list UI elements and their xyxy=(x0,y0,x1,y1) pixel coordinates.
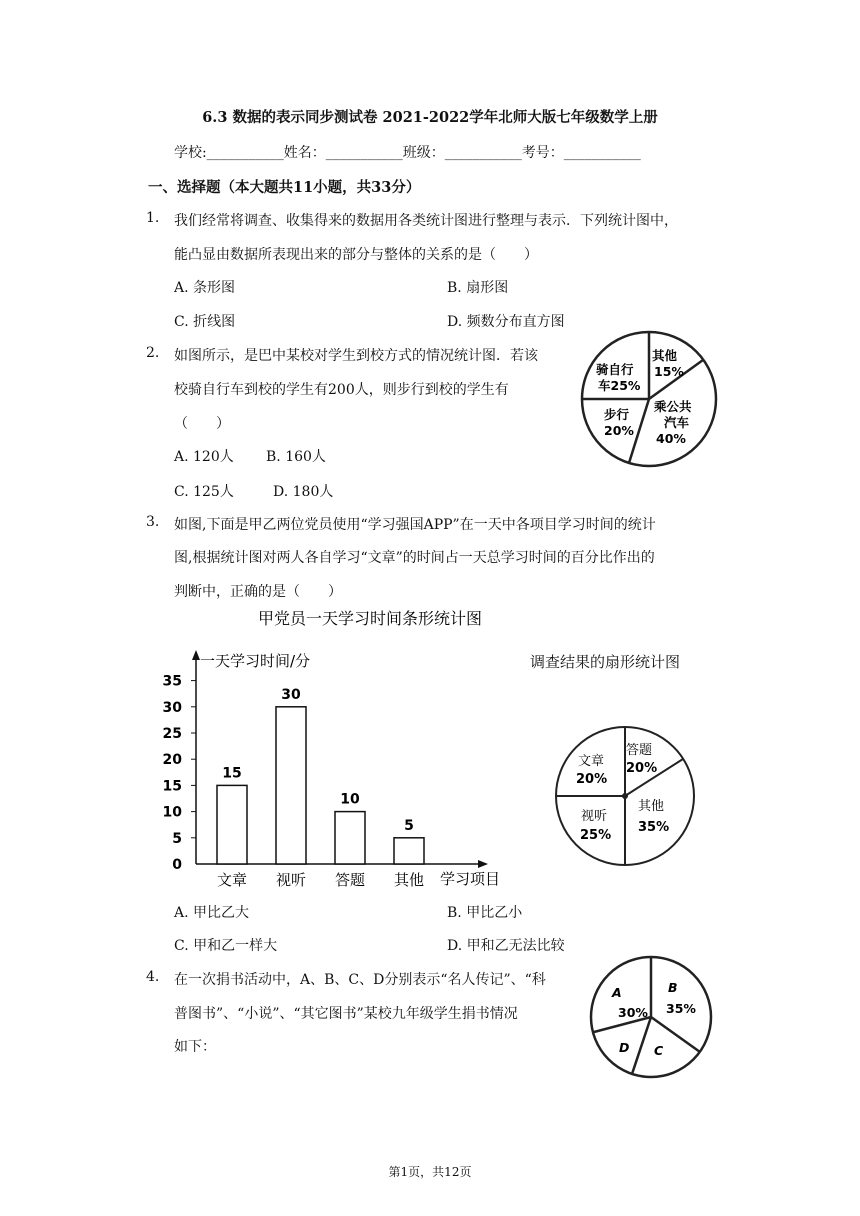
question-text-line: 在一次捐书活动中，A、B、C、D分别表示“名人传记”、“科 xyxy=(174,972,546,988)
page-footer: 第1页，共12页 xyxy=(388,1165,472,1179)
pie-label-other: 其他 xyxy=(652,348,678,363)
x-axis-arrow xyxy=(478,860,488,868)
pie-label-other: 其他 xyxy=(638,799,665,814)
pie-label-answer-value: 20% xyxy=(626,761,658,776)
question-number: 3. xyxy=(146,514,160,530)
question-number: 2. xyxy=(146,345,160,361)
x-category-label: 其他 xyxy=(393,871,425,889)
y-tick-label: 30 xyxy=(162,699,182,716)
pie-label-bus-value: 40% xyxy=(656,431,686,446)
question-text-line: 如下： xyxy=(174,1039,216,1055)
pie-label-bike: 骑自行 xyxy=(596,362,634,377)
pie-label-a: A xyxy=(612,985,622,1000)
bar-value-label: 30 xyxy=(281,686,301,703)
option-d: D. 甲和乙无法比较 xyxy=(447,938,565,954)
pie-label-walk-value: 20% xyxy=(604,423,634,438)
pie-center xyxy=(622,793,628,799)
question-number: 4. xyxy=(146,969,160,985)
bar-value-label: 15 xyxy=(222,765,242,782)
x-category-label: 答题 xyxy=(334,871,366,889)
option-a: A. 甲比乙大 xyxy=(174,905,250,921)
option-d: D. 180人 xyxy=(273,484,334,500)
student-info-line: 学校:___________姓名：___________班级：___________考号：___________ xyxy=(174,145,641,161)
option-a: A. 条形图 xyxy=(174,280,236,296)
question-text-line: 判断中，正确的是（ ） xyxy=(174,584,342,600)
study-time-bar-chart xyxy=(150,600,520,896)
question-text-line: 普图书”、“小说”、“其它图书”某校九年级学生捐书情况 xyxy=(174,1006,518,1022)
bar-value-label: 5 xyxy=(404,817,414,834)
x-category-label: 文章 xyxy=(216,871,248,889)
y-tick-label: 15 xyxy=(162,778,182,795)
study-time-pie-chart xyxy=(552,725,698,867)
book-donation-pie-chart xyxy=(588,954,718,1082)
option-c: C. 甲和乙一样大 xyxy=(174,938,278,954)
bar-chart-title: 甲党员一天学习时间条形统计图 xyxy=(257,609,483,628)
question-text-line: 图,根据统计图对两人各自学习“文章”的时间占一天总学习时间的百分比作出的 xyxy=(174,550,655,566)
question-text-line: 校骑自行车到校的学生有200人，则步行到校的学生有 xyxy=(174,382,509,398)
pie-label-b-value: 35% xyxy=(666,1001,696,1016)
bar-文章 xyxy=(217,785,247,864)
bar-其他 xyxy=(394,838,424,864)
y-axis-arrow xyxy=(192,650,200,660)
section-heading: 一、选择题（本大题共11小题，共33分） xyxy=(148,179,421,196)
pie-label-bike-value: 车25% xyxy=(598,378,641,393)
pie-label-bus-2: 汽车 xyxy=(664,415,690,430)
pie-label-c: C xyxy=(654,1043,664,1058)
option-d: D. 频数分布直方图 xyxy=(447,314,565,330)
x-category-label: 视听 xyxy=(275,871,307,889)
question-text-line: 如图所示，是巴中某校对学生到校方式的情况统计图．若该 xyxy=(174,348,538,364)
bar-chart-ylabel: 一天学习时间/分 xyxy=(200,652,311,670)
question-number: 1. xyxy=(146,210,160,226)
y-tick-label: 20 xyxy=(162,752,182,769)
pie-chart-title: 调查结果的扇形统计图 xyxy=(530,653,681,671)
bar-chart-xlabel: 学习项目 xyxy=(440,870,501,888)
question-text-line: 能凸显由数据所表现出来的部分与整体的关系的是（ ） xyxy=(174,247,538,263)
option-b: B. 扇形图 xyxy=(447,280,509,296)
y-tick-label: 25 xyxy=(162,726,182,742)
option-c: C. 125人 xyxy=(174,484,234,500)
y-tick-label: 35 xyxy=(162,673,182,690)
y-tick-label: 10 xyxy=(162,804,182,821)
option-b: B. 甲比乙小 xyxy=(447,905,523,921)
pie-label-other-value: 35% xyxy=(638,820,670,835)
pie-label-article-value: 20% xyxy=(576,772,608,787)
y-tick-label: 0 xyxy=(172,857,182,873)
bar-视听 xyxy=(276,707,306,864)
question-text-line: 如图,下面是甲乙两位党员使用“学习强国APP”在一天中各项目学习时间的统计 xyxy=(174,517,656,533)
pie-label-other-value: 15% xyxy=(654,364,684,379)
bar-value-label: 10 xyxy=(340,791,360,808)
bar-答题 xyxy=(335,812,365,864)
pie-label-walk: 步行 xyxy=(604,407,630,422)
question-text-line: 我们经常将调查、收集得来的数据用各类统计图进行整理与表示．下列统计图中， xyxy=(174,213,678,229)
pie-label-article: 文章 xyxy=(578,754,605,769)
option-a: A. 120人 xyxy=(174,449,234,465)
pie-label-answer: 答题 xyxy=(626,743,653,758)
pie-label-a-value: 30% xyxy=(618,1005,648,1020)
option-c: C. 折线图 xyxy=(174,314,236,330)
pie-label-b: B xyxy=(668,980,678,995)
option-b: B. 160人 xyxy=(266,449,326,465)
pie-label-bus: 乘公共 xyxy=(654,399,692,414)
bar-chart-bars xyxy=(217,687,424,889)
document-title: 6.3 数据的表示同步测试卷 2021-2022学年北师大版七年级数学上册 xyxy=(202,109,658,126)
commute-pie-chart xyxy=(580,330,720,470)
pie-label-av: 视听 xyxy=(581,809,608,824)
question-text-line: （ ） xyxy=(174,416,230,432)
pie-label-av-value: 25% xyxy=(580,828,612,843)
pie-label-d: D xyxy=(619,1040,630,1055)
y-tick-label: 5 xyxy=(172,830,182,847)
bar-chart-yticks xyxy=(163,674,196,873)
